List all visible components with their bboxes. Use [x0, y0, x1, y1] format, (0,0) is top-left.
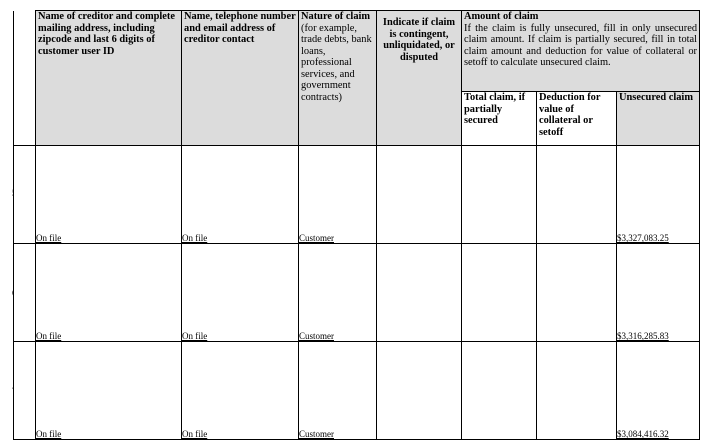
contact-header: Name, telephone number and email address of creditor contact — [182, 11, 299, 146]
nature-header — [299, 11, 377, 146]
creditor-value: On file — [36, 429, 62, 439]
row-num-header — [14, 11, 36, 146]
creditor-name-header: Name of creditor and complete mailing address, including zipcode and last 6 digits of customer user ID — [36, 11, 182, 146]
amount-header — [462, 11, 700, 92]
creditor-value: On file — [36, 233, 62, 243]
amount-title: Amount of claim — [464, 11, 539, 22]
claims-table — [13, 10, 700, 440]
nature-value: Customer — [299, 233, 334, 243]
nature-title: Nature of claim — [301, 11, 371, 22]
indicate-header: Indicate if claim is contingent, unliquidated, or disputed — [377, 11, 462, 146]
deduction-header: Deduction for value of collateral or setoff — [537, 92, 617, 146]
table-row — [14, 342, 700, 440]
nature-value: Customer — [299, 331, 334, 341]
nature-value: Customer — [299, 429, 334, 439]
header-row — [14, 11, 700, 92]
unsecured-value: $3,327,083.25 — [617, 233, 669, 243]
contact-value: On file — [182, 429, 208, 439]
amount-description: If the claim is fully unsecured, fill in only unsecured claim amount. If claim is partially secured, fill in total claim amount and deduction for value of collateral or setoff to calculate unsecured claim. — [464, 22, 698, 68]
table-row — [14, 146, 700, 244]
contact-value: On file — [182, 331, 208, 341]
table-row — [14, 244, 700, 342]
nature-description: (for example, trade debts, bank loans, professional services, and government contracts) — [301, 22, 372, 103]
creditor-value: On file — [36, 331, 62, 341]
contact-value: On file — [182, 233, 208, 243]
unsecured-value: $3,316,285.83 — [617, 331, 669, 341]
unsecured-header: Unsecured claim — [617, 92, 700, 146]
unsecured-value: $3,084,416.32 — [617, 429, 669, 439]
total-claim-header: Total claim, if partially secured — [462, 92, 537, 146]
